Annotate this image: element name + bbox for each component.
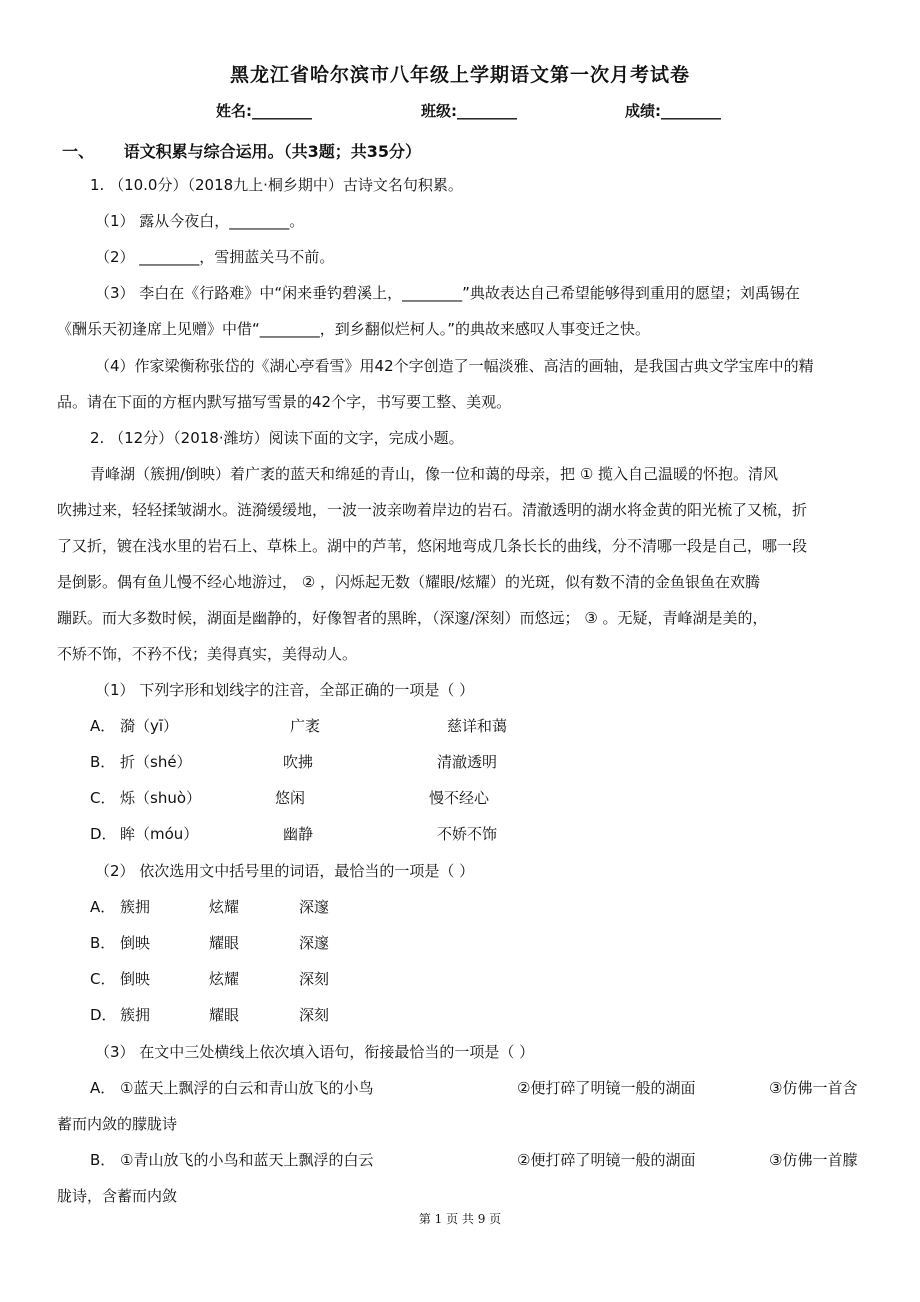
option-continuation: 蓄而内敛的朦胧诗	[57, 1115, 178, 1133]
option-item: 吹拂	[283, 753, 314, 771]
q1-sub3-line1: （3） 李白在《行路难》中“闲来垂钓碧溪上，________”典故表达自己希望能够得到重用的愿望；刘禹锡在	[95, 284, 800, 302]
option-item: 漪（yī）	[120, 717, 179, 735]
option-item: ②便打碎了明镜一般的湖面	[517, 1151, 696, 1169]
q1-sub1: （1） 露从今夜白，________。	[95, 212, 305, 230]
q1-head: 1. （10.0分）（2018九上·桐乡期中）古诗文名句积累。	[90, 176, 463, 194]
option-item: 倒映	[120, 934, 151, 952]
passage-line: 不矫不饰，不矜不伐；美得真实，美得动人。	[57, 645, 358, 663]
passage-line: 了又折，镀在浅水里的岩石上、草株上。湖中的芦苇，悠闲地弯成几条长长的曲线，分不清哪一段是自己，哪一段	[57, 537, 808, 555]
option-item: ②便打碎了明镜一般的湖面	[517, 1079, 696, 1097]
page-title: 黑龙江省哈尔滨市八年级上学期语文第一次月考试卷	[229, 64, 690, 86]
q1-sub3-line2: 《酬乐天初逢席上见赠》中借“________，到乡翻似烂柯人。”的典故来感叹人事变迁之快。	[57, 320, 651, 338]
option-item: ③仿佛一首含	[769, 1079, 858, 1097]
q2-sub2-stem: （2） 依次选用文中括号里的词语，最恰当的一项是（ ）	[95, 862, 475, 880]
option-label: D．	[90, 1006, 117, 1024]
passage-line: 青峰湖（簇拥/倒映）着广袤的蓝天和绵延的青山，像一位和蔼的母亲，把 ① 揽入自己温暖的怀抱。清风	[90, 465, 779, 483]
section-text: 语文积累与综合运用。（共3题；共35分）	[123, 142, 421, 161]
section-heading	[62, 139, 421, 162]
option-item: 烁（shuò）	[120, 789, 202, 807]
option-label: B．	[90, 753, 116, 771]
option-item: 折（shé）	[120, 753, 192, 771]
option-label: B．	[90, 934, 116, 952]
option-label: A．	[90, 717, 116, 735]
option-item: 广袤	[290, 717, 321, 735]
section-number: 一、	[62, 142, 95, 161]
option-item: 清澈透明	[437, 753, 498, 771]
option-item: 不娇不饰	[437, 825, 498, 843]
option-item: 簇拥	[120, 898, 151, 916]
q2-sub1-stem: （1） 下列字形和划线字的注音，全部正确的一项是（ ）	[95, 681, 475, 699]
option-label: A．	[90, 898, 116, 916]
score-field: 成绩:________	[625, 102, 721, 120]
page-footer: 第 1 页 共 9 页	[418, 1212, 502, 1226]
q2-sub3-stem: （3） 在文中三处横线上依次填入语句，衔接最恰当的一项是（ ）	[95, 1043, 535, 1061]
option-item: 深刻	[299, 970, 330, 988]
passage-line: 是倒影。偶有鱼儿慢不经心地游过， ② ，闪烁起无数（耀眼/炫耀）的光斑，似有数不清的金鱼银鱼在欢腾	[57, 573, 761, 591]
option-item: 慢不经心	[429, 789, 490, 807]
class-field: 班级:________	[421, 102, 517, 120]
option-label: D．	[90, 825, 117, 843]
option-item: 深邃	[299, 898, 330, 916]
option-item: ③仿佛一首朦	[769, 1151, 858, 1169]
option-continuation: 胧诗，含蓄而内敛	[57, 1187, 178, 1205]
option-item: 深邃	[299, 934, 330, 952]
option-label: C．	[90, 789, 116, 807]
option-item: 倒映	[120, 970, 151, 988]
passage-line: 蹦跃。而大多数时候，湖面是幽静的，好像智者的黑眸，（深邃/深刻）而悠远； ③ 。无疑，青峰湖是美的，	[57, 609, 768, 627]
option-item: 耀眼	[209, 1006, 240, 1024]
option-label: A．	[90, 1079, 116, 1097]
option-item: 眸（móu）	[120, 825, 199, 843]
option-item: 炫耀	[209, 970, 240, 988]
name-field: 姓名:________	[216, 102, 312, 120]
option-item: 慈详和蔼	[447, 717, 508, 735]
option-item: ①蓝天上飘浮的白云和青山放飞的小鸟	[120, 1079, 374, 1097]
q1-sub4-line2: 品。请在下面的方框内默写描写雪景的42个字，书写要工整、美观。	[57, 393, 512, 411]
option-item: ①青山放飞的小鸟和蓝天上飘浮的白云	[120, 1151, 374, 1169]
q1-sub2: （2） ________，雪拥蓝关马不前。	[95, 248, 335, 266]
option-item: 簇拥	[120, 1006, 151, 1024]
option-label: C．	[90, 970, 116, 988]
q2-head: 2. （12分）（2018·潍坊）阅读下面的文字，完成小题。	[90, 429, 464, 447]
option-item: 耀眼	[209, 934, 240, 952]
option-item: 悠闲	[275, 789, 306, 807]
option-label: B．	[90, 1151, 116, 1169]
option-item: 幽静	[283, 825, 314, 843]
passage-line: 吹拂过来，轻轻揉皱湖水。涟漪缓缓地，一波一波亲吻着岸边的岩石。清澈透明的湖水将金黄的阳光梳了又梳，折	[57, 501, 808, 519]
option-item: 深刻	[299, 1006, 330, 1024]
q1-sub4-line1: （4）作家梁衡称张岱的《湖心亭看雪》用42个字创造了一幅淡雅、高洁的画轴，是我国古典文学宝库中的精	[95, 357, 814, 375]
option-item: 炫耀	[209, 898, 240, 916]
